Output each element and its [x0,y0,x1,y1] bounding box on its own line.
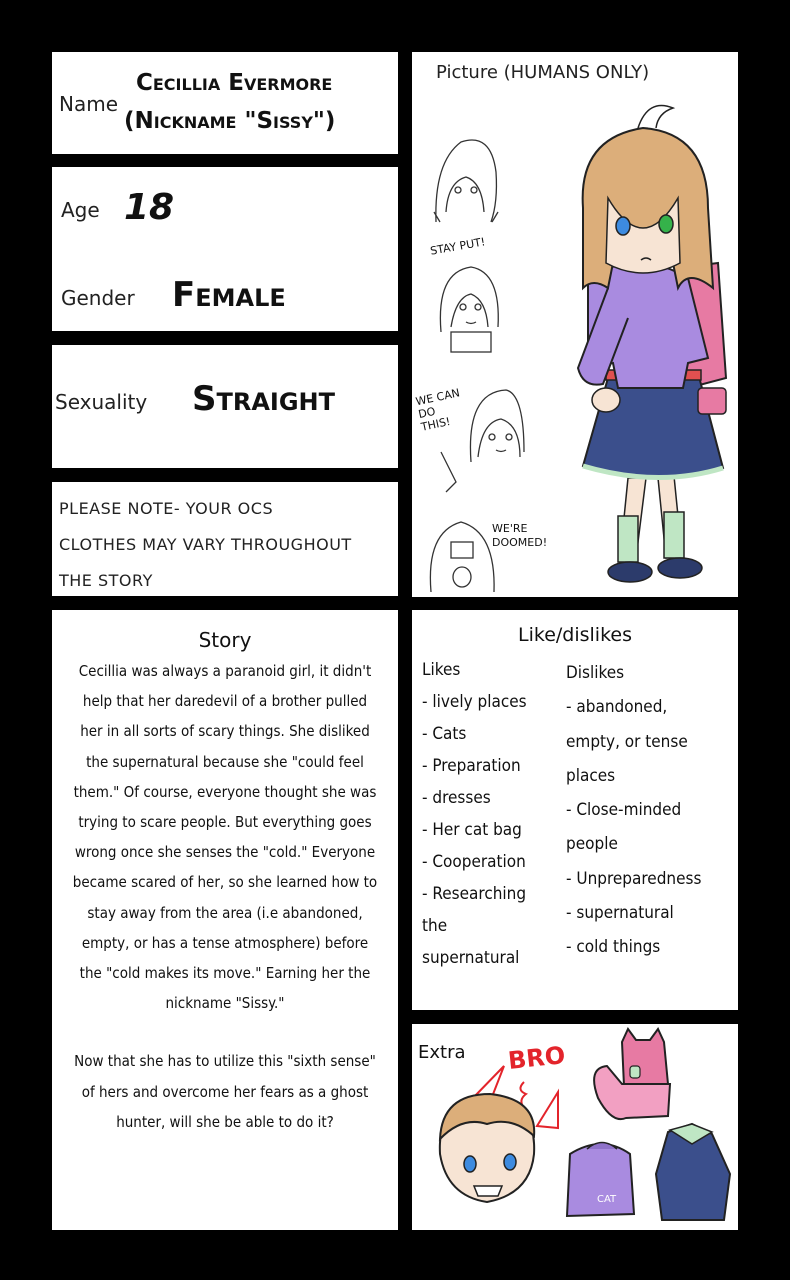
note-line1: PLEASE NOTE- YOUR OCS [59,499,274,518]
sketch-doomed-girl [430,522,494,592]
dislikes-item: places [566,765,616,786]
note-panel [52,482,398,596]
likes-list [422,654,527,974]
pink-cat-bag [594,1029,670,1119]
sexuality-panel [52,345,398,468]
dislikes-item: - cold things [566,937,661,958]
likes-item: - dresses [422,788,491,808]
extra-panel [412,1024,738,1230]
dislikes-item: empty, or tense [566,731,688,752]
extra-title: Extra [418,1042,466,1063]
sketch-hooded-girl [434,140,498,222]
dislikes-item: - Unpreparedness [566,868,702,889]
sexuality-label: Sexuality [55,390,148,414]
dislikes-item: people [566,834,618,855]
blue-eye [616,217,630,235]
name-line1: Cecillia Evermore [136,70,333,96]
dislikes-header: Dislikes [566,663,625,683]
likes-dislikes-title: Like/dislikes [518,624,632,646]
sketch-stay-put-girl [440,267,498,352]
likes-item: supernatural [422,948,520,968]
extra-illustrations [412,1024,738,1230]
sexuality-value: Straight [192,379,335,419]
age-label: Age [61,198,100,222]
right-sock [664,512,684,558]
likes-item: - Cooperation [422,852,526,872]
bag-text: CAT [597,1194,617,1205]
story-paragraph-1: Cecillia was always a paranoid girl, it didn't help that her daredevil of a brother pulled her in all sorts of scary things. She disliked the supernatural because she "could feel them." Of course, everyone thought she was trying to scare people. But everything goes wrong once she senses the "cold." Everyone became scared of her, so she learned how to stay away from the area (i.e abandoned, empty, or has a tense atmosphere) before the "cold makes its move." Earning her the nickname "Sissy." [72,662,378,1013]
dislikes-item: - abandoned, [566,697,668,718]
gender-value: Female [172,275,286,315]
name-panel [52,52,398,154]
note-line2: CLOTHES MAY VARY THROUGHOUT [59,535,352,554]
story-title: Story [198,628,252,652]
name-label: Name [59,92,119,116]
age-value: 18 [124,187,175,228]
sketch2-caption: WE CAN DO THIS! [414,386,461,434]
likes-item: - Cats [422,724,467,744]
likes-item: - Preparation [422,756,521,776]
blue-dress [656,1124,730,1220]
bro-label: BRO [506,1041,567,1075]
sketch3-caption: WE'RE DOOMED! [492,522,548,549]
note-line3: THE STORY [59,571,153,590]
age-gender-panel [52,167,398,331]
left-sock [618,516,638,562]
likes-header: Likes [422,660,461,680]
gender-label: Gender [61,286,135,310]
likes-item: - Her cat bag [422,820,522,840]
green-eye [659,215,673,233]
likes-item: - lively places [422,692,527,712]
dislikes-item: - supernatural [566,903,674,924]
likes-dislikes-panel [412,610,738,1010]
story-body [70,656,380,1137]
dislikes-list [566,656,701,965]
picture-panel [412,52,738,597]
dislikes-item: - Close-minded [566,800,682,821]
sketch1-caption: STAY PUT! [429,235,487,258]
main-character-illustration [548,88,738,608]
likes-item: - Researching [422,884,527,904]
picture-title: Picture (HUMANS ONLY) [436,62,650,83]
story-panel [52,610,398,1230]
likes-item: the [422,916,448,936]
red-spike-right [537,1092,558,1128]
story-paragraph-2: Now that she has to utilize this "sixth sense" of hers and overcome her fears as a ghost hunter, will she be able to do it? [74,1052,376,1131]
brother-head [440,1094,534,1202]
name-line2: (Nickname "Sissy") [124,108,336,134]
